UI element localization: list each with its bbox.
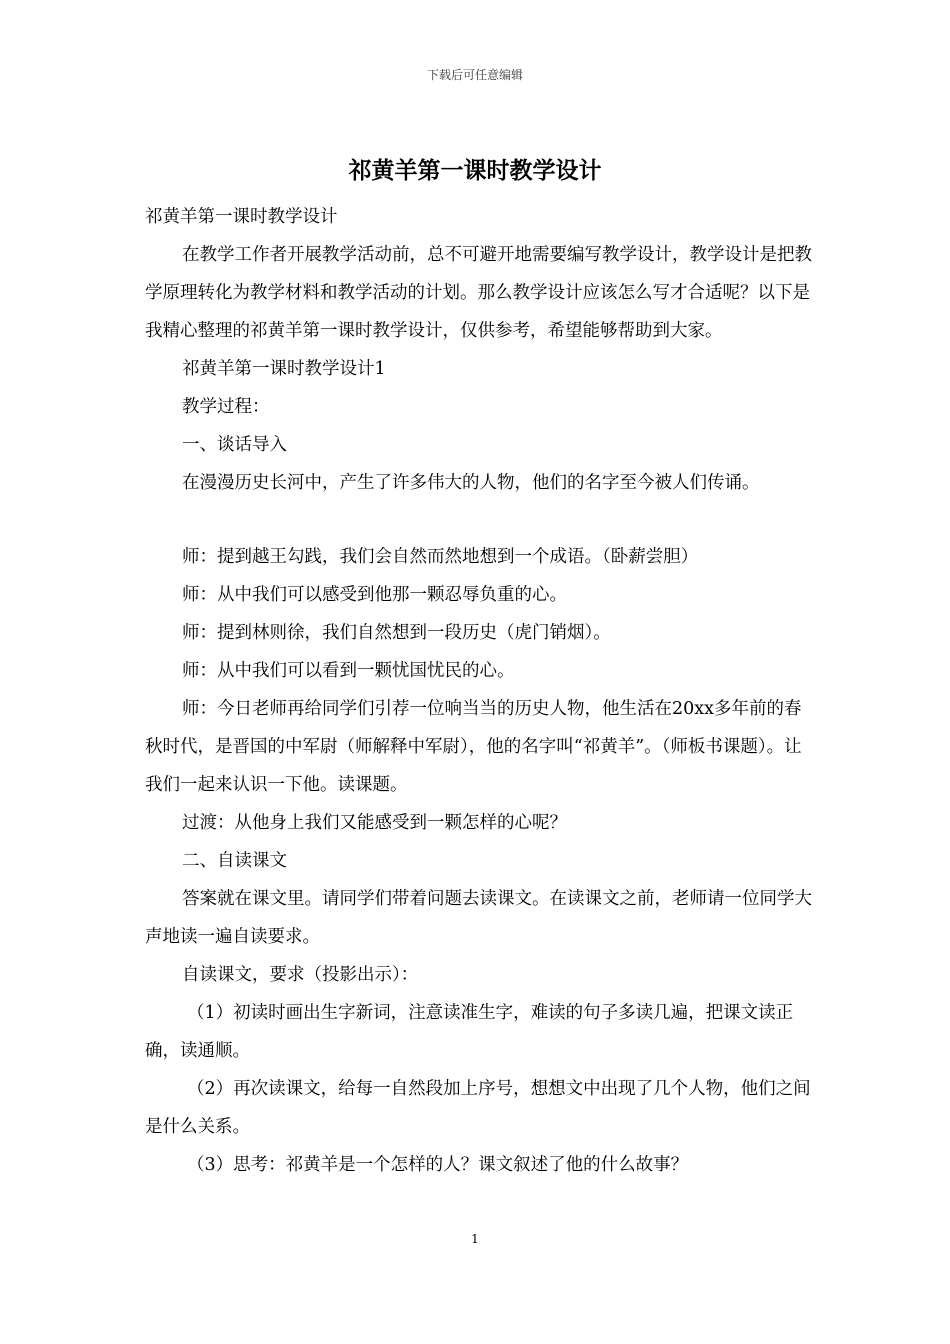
teacher-line-2: 师：从中我们可以感受到他那一颗忍辱负重的心。	[182, 585, 567, 605]
document-body	[145, 198, 815, 1184]
section-heading-1: 一、谈话导入	[182, 435, 287, 455]
subtitle-line: 祁黄羊第一课时教学设计	[145, 207, 338, 227]
blank-line	[145, 502, 815, 538]
section-heading-2: 二、自读课文	[182, 851, 287, 871]
teacher-line-1: 师：提到越王勾践，我们会自然而然地想到一个成语。（卧薪尝胆）	[182, 547, 699, 567]
page-header: 下载后可任意编辑	[426, 68, 523, 82]
paragraph-history: 在漫漫历史长河中，产生了许多伟大的人物，他们的名字至今被人们传诵。	[182, 473, 760, 493]
teacher-line-4: 师：从中我们可以看到一颗忧国忧民的心。	[182, 661, 515, 681]
requirement-1: （1）初读时画出生字新词，注意读准生字，难读的句子多读几遍，把课文读正确，读通顺。	[145, 1003, 794, 1061]
requirement-2: （2）再次读课文，给每一自然段加上序号，想想文中出现了几个人物，他们之间是什么关系。	[145, 1079, 811, 1137]
document-title: 祁黄羊第一课时教学设计	[348, 157, 602, 184]
intro-paragraph: 在教学工作者开展教学活动前，总不可避开地需要编写教学设计，教学设计是把教学原理转化为教学材料和教学活动的计划。那么教学设计应该怎么写才合适呢？以下是我精心整理的祁黄羊第一课时教学设计，仅供参考，希望能够帮助到大家。	[145, 245, 812, 341]
transition-line: 过渡：从他身上我们又能感受到一颗怎样的心呢？	[182, 813, 567, 833]
paragraph-answer: 答案就在课文里。请同学们带着问题去读课文。在读课文之前，老师请一位同学大声地读一遍自读要求。	[145, 889, 812, 947]
requirement-3: （3）思考：祁黄羊是一个怎样的人？课文叙述了他的什么故事？	[187, 1155, 689, 1175]
teacher-line-5: 师：今日老师再给同学们引荐一位响当当的历史人物，他生活在20xx多年前的春秋时代，是晋国的中军尉（师解释中军尉），他的名字叫“祁黄羊”。（师板书课题）。让我们一起来认识一下他。读课题。	[145, 699, 802, 795]
process-heading: 教学过程：	[182, 397, 270, 417]
design-heading: 祁黄羊第一课时教学设计1	[182, 359, 386, 379]
teacher-line-3: 师：提到林则徐，我们自然想到一段历史（虎门销烟）。	[182, 623, 611, 643]
requirements-heading: 自读课文，要求（投影出示）：	[182, 965, 419, 985]
page-number: 1	[471, 1232, 479, 1246]
